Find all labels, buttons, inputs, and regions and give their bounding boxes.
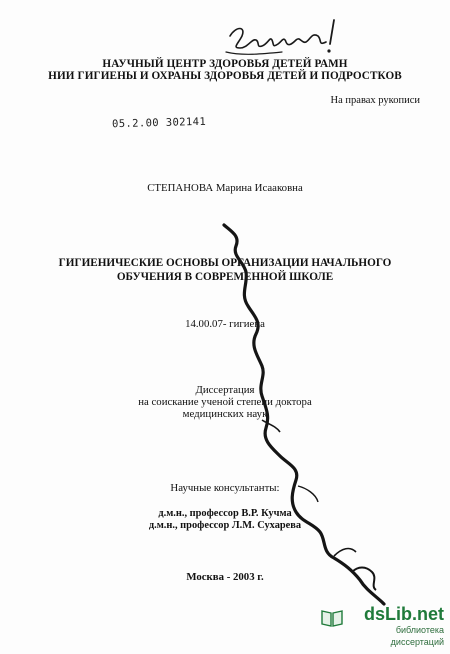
title-line-1: ГИГИЕНИЧЕСКИЕ ОСНОВЫ ОРГАНИЗАЦИИ НАЧАЛЬНОГО (58, 257, 392, 269)
watermark-subtitle: библиотека диссертаций (390, 625, 444, 647)
consultants-heading: Научные консультанты: (170, 482, 280, 494)
consultant-2: д.м.н., профессор Л.М. Сухарева (148, 520, 302, 531)
handwritten-note (222, 14, 362, 60)
title-line-2: ОБУЧЕНИЯ В СОВРЕМЕННОЙ ШКОЛЕ (116, 271, 334, 283)
place-year: Москва - 2003 г. (186, 571, 264, 583)
org-line-2: НИИ ГИГИЕНЫ И ОХРАНЫ ЗДОРОВЬЯ ДЕТЕЙ И ПОДРОСТКОВ (48, 70, 402, 82)
book-icon (320, 608, 344, 628)
degree-line-3: медицинских наук (182, 408, 268, 420)
consultant-1: д.м.н., профессор В.Р. Кучма (158, 508, 292, 519)
registration-stamp: 05.2.00 302141 (111, 115, 207, 131)
watermark-brand: dsLib.net (364, 604, 444, 624)
degree-line-1: Диссертация (195, 384, 255, 396)
specialty: 14.00.07- гигиена (185, 318, 265, 330)
author-name: СТЕПАНОВА Марина Исааковна (147, 182, 303, 194)
rights-note: На правах рукописи (330, 95, 420, 106)
degree-line-2: на соискание ученой степени доктора (138, 396, 312, 408)
dslib-watermark (348, 604, 444, 648)
org-line-1: НАУЧНЫЙ ЦЕНТР ЗДОРОВЬЯ ДЕТЕЙ РАМН (102, 58, 348, 70)
